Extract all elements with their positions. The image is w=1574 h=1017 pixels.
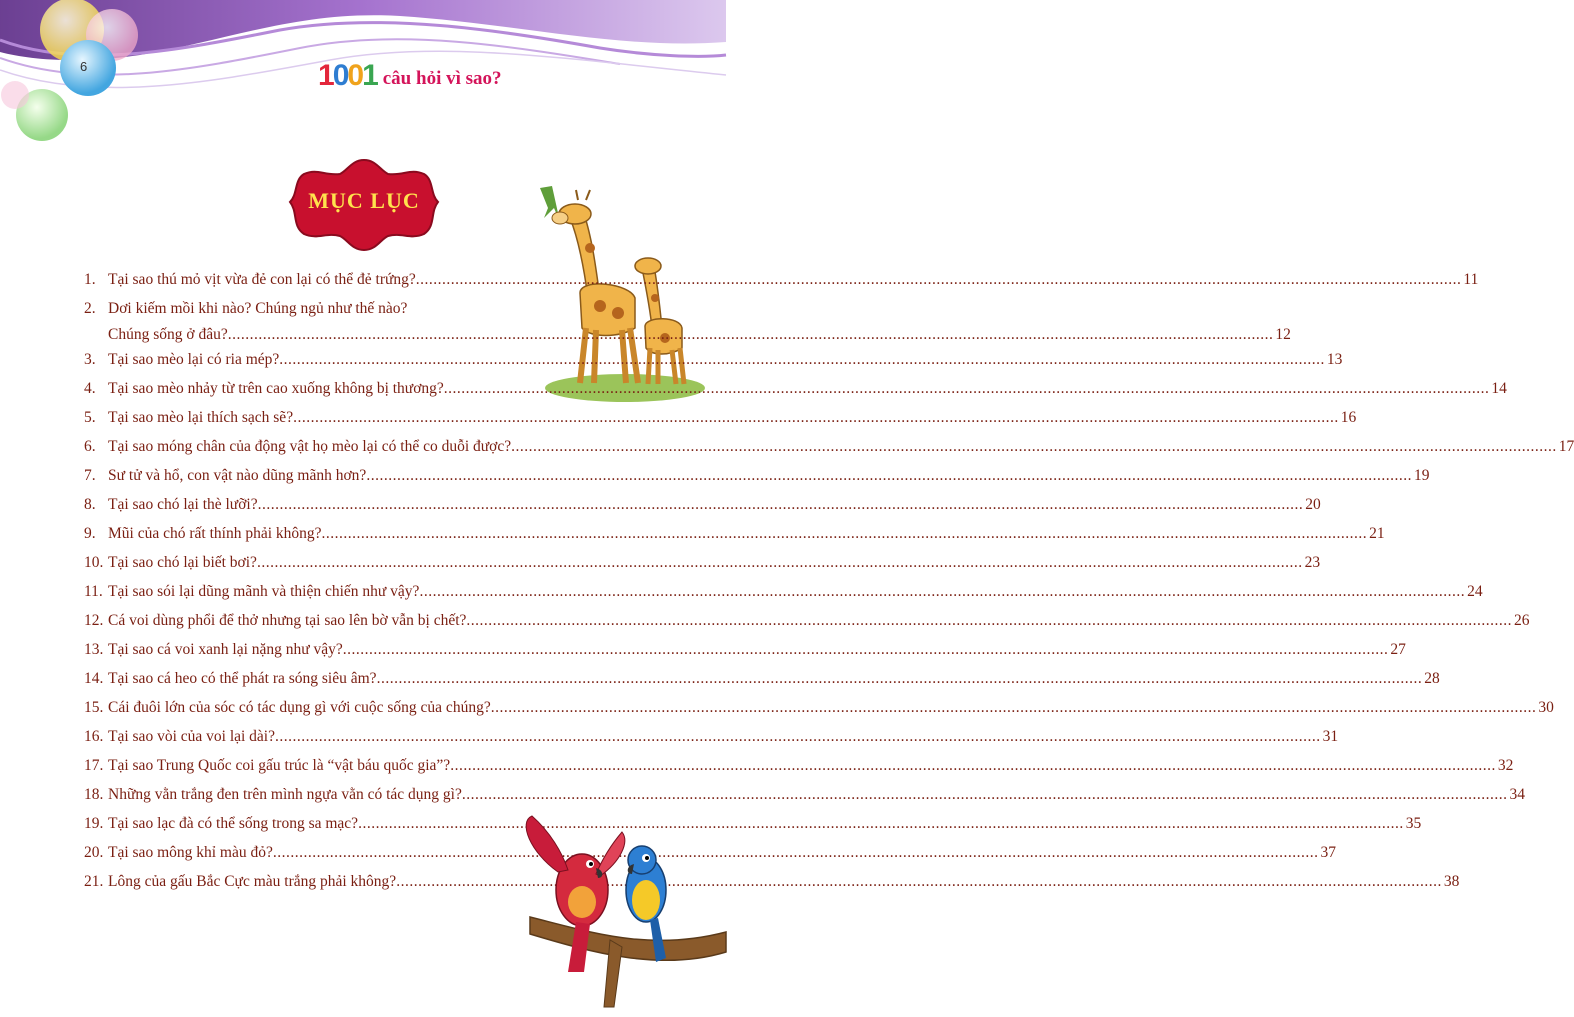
toc-entry[interactable] [84, 379, 1507, 408]
toc-entry-page: 30 [1538, 699, 1554, 716]
toc-entry[interactable] [84, 814, 1422, 843]
toc-leader-dots [444, 379, 1490, 399]
toc-entry-number: 20. [84, 844, 104, 861]
toc-entry[interactable] [84, 408, 1357, 437]
toc-entry-page: 11 [1463, 271, 1479, 288]
toc-entry-title: Cái đuôi lớn của sóc có tác dụng gì với cuộc sống của chúng? [108, 699, 491, 716]
toc-leader-dots [466, 611, 1512, 631]
toc-entry[interactable] [84, 299, 1291, 350]
toc-entry[interactable] [84, 270, 1479, 299]
toc-entry-number: 11. [84, 583, 103, 600]
toc-entry[interactable] [84, 437, 1574, 466]
toc-entry-number: 17. [84, 757, 104, 774]
table-of-contents [84, 270, 1574, 901]
toc-entry-title: Tại sao Trung Quốc coi gấu trúc là “vật báu quốc gia”? [108, 757, 451, 774]
toc-entry-page: 26 [1514, 612, 1530, 629]
toc-leader-dots [257, 553, 1303, 573]
toc-entry-number: 12. [84, 612, 104, 629]
toc-entry-title: Mũi của chó rất thính phải không? [108, 525, 322, 542]
toc-entry-title: Tại sao vòi của voi lại dài? [108, 728, 275, 745]
toc-entry-title: Lông của gấu Bắc Cực màu trắng phải không? [108, 873, 397, 890]
toc-entry-page: 16 [1340, 409, 1357, 426]
toc-entry-number: 6. [84, 438, 96, 455]
toc-entry-number: 2. [84, 300, 96, 317]
toc-entry-number: 21. [84, 873, 104, 890]
toc-entry-title: Dơi kiếm mồi khi nào? Chúng ngủ như thế nào? [108, 300, 408, 317]
toc-entry[interactable] [84, 582, 1483, 611]
page-number: 6 [80, 59, 88, 74]
toc-entry-title: Tại sao cá voi xanh lại nặng như vậy? [108, 641, 343, 658]
toc-entry-page: 28 [1424, 670, 1440, 687]
toc-entry-title: Sư tử và hổ, con vật nào dũng mãnh hơn? [108, 467, 367, 484]
toc-entry-title: Tại sao sói lại dũng mãnh và thiện chiến như vậy? [108, 583, 420, 600]
toc-entry-title: Tại sao chó lại biết bơi? [108, 554, 257, 571]
toc-leader-dots [343, 640, 1389, 660]
toc-entry[interactable] [84, 611, 1530, 640]
toc-leader-dots [366, 466, 1412, 486]
toc-entry-title-line2: Chúng sống ở đâu? [108, 326, 228, 343]
toc-entry-title: Tại sao móng chân của động vật họ mèo lại có thể co duỗi được? [108, 438, 512, 455]
toc-entry-number: 8. [84, 496, 96, 513]
toc-entry[interactable] [84, 669, 1440, 698]
toc-entry-title: Tại sao cá heo có thể phát ra sóng siêu âm? [108, 670, 377, 687]
toc-entry[interactable] [84, 727, 1339, 756]
toc-entry-title: Tại sao thú mỏ vịt vừa đẻ con lại có thể đẻ trứng? [108, 271, 416, 288]
toc-entry-page: 27 [1390, 641, 1406, 658]
toc-entry-page: 19 [1413, 467, 1430, 484]
toc-entry-number: 18. [84, 786, 104, 803]
toc-entry[interactable] [84, 872, 1460, 901]
toc-entry-number: 9. [84, 525, 96, 542]
toc-entry-title: Tại sao mông khỉ màu đỏ? [108, 844, 273, 861]
toc-entry-number: 10. [84, 554, 104, 571]
toc-entry-page: 37 [1320, 844, 1336, 861]
toc-entry[interactable] [84, 524, 1385, 553]
toc-entry-number: 16. [84, 728, 104, 745]
toc-heading: MỤC LỤC [308, 188, 420, 213]
toc-entry-title: Tại sao mèo lại có ria mép? [108, 351, 280, 368]
toc-entry-title: Cá voi dùng phổi để thở nhưng tại sao lên bờ vẫn bị chết? [108, 612, 467, 629]
toc-entry-title: Tại sao chó lại thè lưỡi? [108, 496, 258, 513]
toc-leader-dots [275, 727, 1321, 747]
brand-title [318, 59, 502, 92]
toc-leader-dots [511, 437, 1557, 457]
toc-entry-number: 14. [84, 670, 104, 687]
toc-entry-page: 13 [1326, 351, 1343, 368]
toc-leader-dots [450, 756, 1496, 776]
brand-subtitle: câu hỏi vì sao? [382, 68, 502, 89]
toc-entry-number: 15. [84, 699, 104, 716]
toc-entry-title: Những vằn trắng đen trên mình ngựa vằn có tác dụng gì? [108, 786, 462, 803]
toc-entry-title: Tại sao lạc đà có thể sống trong sa mạc? [108, 815, 359, 832]
toc-entry[interactable] [84, 640, 1406, 669]
toc-leader-dots [293, 408, 1339, 428]
toc-entry-page: 32 [1497, 757, 1514, 774]
toc-entry-page: 17 [1558, 438, 1574, 455]
toc-entry-page: 31 [1322, 728, 1339, 745]
toc-entry[interactable] [84, 785, 1525, 814]
toc-leader-dots [322, 524, 1368, 544]
toc-leader-dots [273, 843, 1319, 863]
toc-entry-title: Tại sao mèo lại thích sạch sẽ? [108, 409, 294, 426]
toc-leader-dots [377, 669, 1423, 689]
toc-leader-dots [491, 698, 1537, 718]
toc-entry-page: 35 [1405, 815, 1422, 832]
toc-entry-number: 3. [84, 351, 96, 368]
toc-entry-number: 19. [84, 815, 104, 832]
brand-logo: 1001 [318, 59, 377, 92]
toc-entry[interactable] [84, 843, 1336, 872]
toc-entry-page: 24 [1467, 583, 1483, 600]
toc-entry-page: 23 [1304, 554, 1321, 571]
toc-entry-page: 38 [1443, 873, 1460, 890]
toc-leader-dots [419, 582, 1465, 602]
toc-entry-number: 13. [84, 641, 104, 658]
toc-entry-number: 7. [84, 467, 96, 484]
toc-leader-dots [228, 325, 1274, 345]
toc-entry-page: 34 [1509, 786, 1525, 803]
toc-entry-page: 12 [1275, 326, 1291, 343]
toc-leader-dots [416, 270, 1462, 290]
parrots-illustration [510, 812, 726, 1017]
toc-entry-number: 5. [84, 409, 96, 426]
toc-entry[interactable] [84, 553, 1321, 582]
toc-entry-title: Tại sao mèo nhảy từ trên cao xuống không bị thương? [108, 380, 444, 397]
toc-entry-number: 1. [84, 271, 96, 288]
toc-entry[interactable] [84, 698, 1554, 727]
toc-leader-dots [462, 785, 1508, 805]
toc-entry-number: 4. [84, 380, 96, 397]
toc-entry-page: 21 [1369, 525, 1385, 542]
toc-entry[interactable] [84, 466, 1430, 495]
toc-leader-dots [258, 495, 1304, 515]
toc-entry-page: 20 [1305, 496, 1321, 513]
toc-entry[interactable] [84, 495, 1321, 524]
toc-leader-dots [279, 350, 1325, 370]
toc-entry[interactable] [84, 756, 1514, 785]
toc-entry[interactable] [84, 350, 1343, 379]
toc-entry-page: 14 [1491, 380, 1507, 397]
